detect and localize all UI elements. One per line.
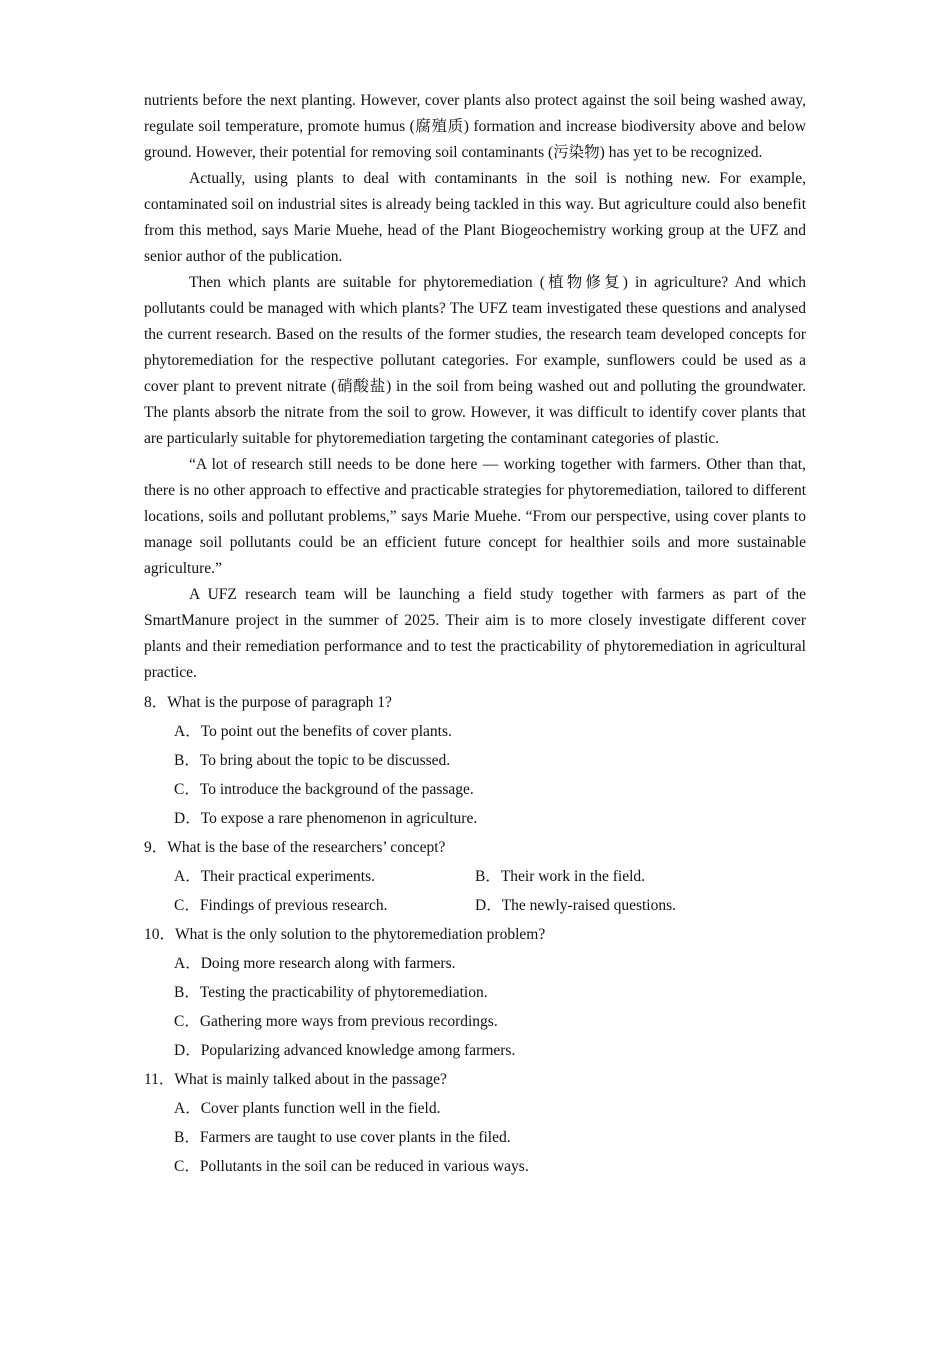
question-11	[144, 1065, 806, 1181]
answer-option-c: C．Findings of previous research.	[174, 897, 388, 914]
answer-option-d: D．The newly-raised questions.	[475, 897, 677, 914]
exam-page	[144, 88, 806, 1181]
option-row	[174, 862, 806, 891]
question-stem: 8．What is the purpose of paragraph 1?	[144, 694, 392, 711]
answer-option-c: C．To introduce the background of the passage.	[174, 781, 474, 798]
passage-paragraph: Then which plants are suitable for phytoremediation (植物修复) in agriculture? And which pollutants could be managed with which plants? The UFZ team investigated these questions and analysed the current research. Based on the results of the former studies, the research team developed concepts for phytoremediation for the respective pollutant categories. For example, sunflowers could be used as a cover plant to prevent nitrate (硝酸盐) in the soil from being washed out and polluting the groundwater. The plants absorb the nitrate from the soil to grow. However, it was difficult to identify cover plants that are particularly suitable for phytoremediation targeting the contaminant categories of plastic.	[144, 274, 806, 447]
answer-option-d: D．To expose a rare phenomenon in agriculture.	[174, 810, 478, 827]
option-row	[174, 891, 806, 920]
answer-option-c: C．Gathering more ways from previous recordings.	[174, 1013, 498, 1030]
answer-option-c: C．Pollutants in the soil can be reduced in various ways.	[174, 1158, 529, 1175]
answer-option-b: B．To bring about the topic to be discussed.	[174, 752, 451, 769]
question-9	[144, 833, 806, 920]
question-8	[144, 688, 806, 833]
question-stem: 9．What is the base of the researchers’ concept?	[144, 839, 446, 856]
question-stem: 11．What is mainly talked about in the passage?	[144, 1071, 447, 1088]
passage-paragraph: nutrients before the next planting. However, cover plants also protect against the soil being washed away, regulate soil temperature, promote humus (腐殖质) formation and increase biodiversity above and below ground. However, their potential for removing soil contaminants (污染物) has yet to be recognized.	[144, 92, 806, 161]
reading-passage	[144, 88, 806, 686]
answer-option-d: D．Popularizing advanced knowledge among farmers.	[174, 1042, 516, 1059]
answer-option-a: A．To point out the benefits of cover plants.	[174, 723, 452, 740]
answer-option-b: B．Their work in the field.	[475, 868, 646, 885]
answer-option-a: A．Doing more research along with farmers.	[174, 955, 456, 972]
question-10	[144, 920, 806, 1065]
passage-paragraph: Actually, using plants to deal with contaminants in the soil is nothing new. For example, contaminated soil on industrial sites is already being tackled in this way. But agriculture could also benefit from this method, says Marie Muehe, head of the Plant Biogeochemistry working group at the UFZ and senior author of the publication.	[144, 170, 806, 265]
answer-option-a: A．Cover plants function well in the field.	[174, 1100, 441, 1117]
passage-paragraph: “A lot of research still needs to be done here — working together with farmers. Other than that, there is no other approach to effective and practicable strategies for phytoremediation, tailored to different locations, soils and pollutant problems,” says Marie Muehe. “From our perspective, using cover plants to manage soil pollutants could be an efficient future concept for healthier soils and more sustainable agriculture.”	[144, 456, 806, 577]
answer-option-a: A．Their practical experiments.	[174, 868, 375, 885]
answer-option-b: B．Farmers are taught to use cover plants in the filed.	[174, 1129, 511, 1146]
question-stem: 10．What is the only solution to the phytoremediation problem?	[144, 926, 546, 943]
answer-option-b: B．Testing the practicability of phytoremediation.	[174, 984, 488, 1001]
passage-paragraph: A UFZ research team will be launching a field study together with farmers as part of the SmartManure project in the summer of 2025. Their aim is to more closely investigate different cover plants and their remediation performance and to test the practicability of phytoremediation in agricultural practice.	[144, 586, 806, 681]
